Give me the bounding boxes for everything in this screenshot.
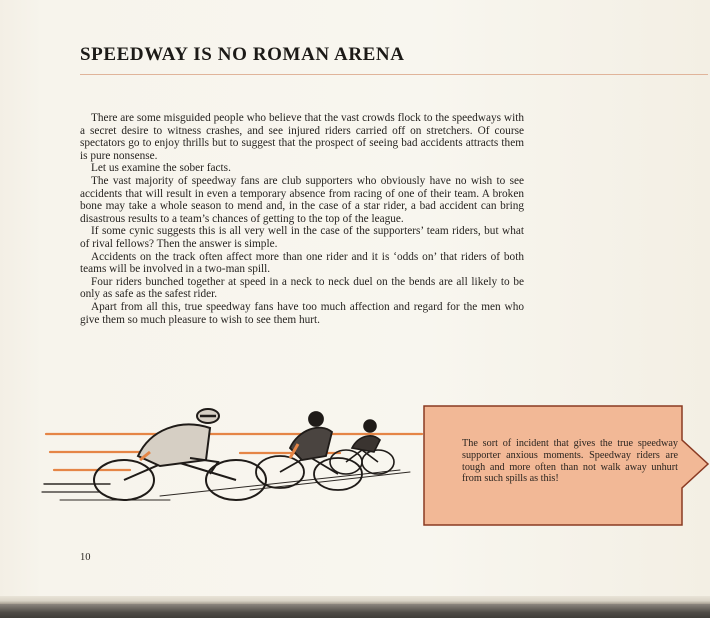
rider-1 xyxy=(94,409,266,500)
rider-3 xyxy=(330,420,394,474)
paragraph: Let us examine the sober facts. xyxy=(91,162,231,175)
article-body xyxy=(80,112,524,326)
background-surface xyxy=(0,604,710,618)
page-number: 10 xyxy=(80,552,91,563)
title-underline xyxy=(80,74,708,75)
page-edge xyxy=(0,596,710,604)
paragraph: The vast majority of speedway fans are club supporters who obviously have no wish to see accidents that will result in even a temporary absence from racing of one of their team. A broken bone may take a whole season to mend and, in the case of a star rider, a bad accident can bring disastrous results to a team’s chances of getting to the top of the league. xyxy=(80,174,524,225)
paragraph: Four riders bunched together at speed in a neck to neck duel on the bends are all likely to be only as safe as the safest rider. xyxy=(80,275,524,301)
page-title: SPEEDWAY IS NO ROMAN ARENA xyxy=(80,44,405,65)
paragraph: If some cynic suggests this is all very well in the case of the supporters’ team riders, but what of rival fellows? Then the answer is simple. xyxy=(80,225,524,250)
rider-2 xyxy=(256,412,362,490)
paragraph: Accidents on the track often affect more than one rider and it is ‘odds on’ that riders of both teams will be involved in a two-man spill. xyxy=(80,250,524,276)
paragraph: There are some misguided people who believe that the vast crowds flock to the speedways with a secret desire to witness crashes, and see injured riders carried off on stretchers. Of course spectators go to enjoy thrills but to suggest that the prospect of seeing bad accidents attracts them is pure nonsense. xyxy=(80,112,524,162)
paragraph: Apart from all this, true speedway fans have too much affection and regard for the men who give them so much pleasure to wish to see them hurt. xyxy=(80,300,524,326)
speedway-riders-illustration xyxy=(40,400,430,512)
caption-text: The sort of incident that gives the true speedway supporter anxious moments. Speedway riders are tough and more often than not walk away unhurt from such spills as this! xyxy=(462,438,678,485)
